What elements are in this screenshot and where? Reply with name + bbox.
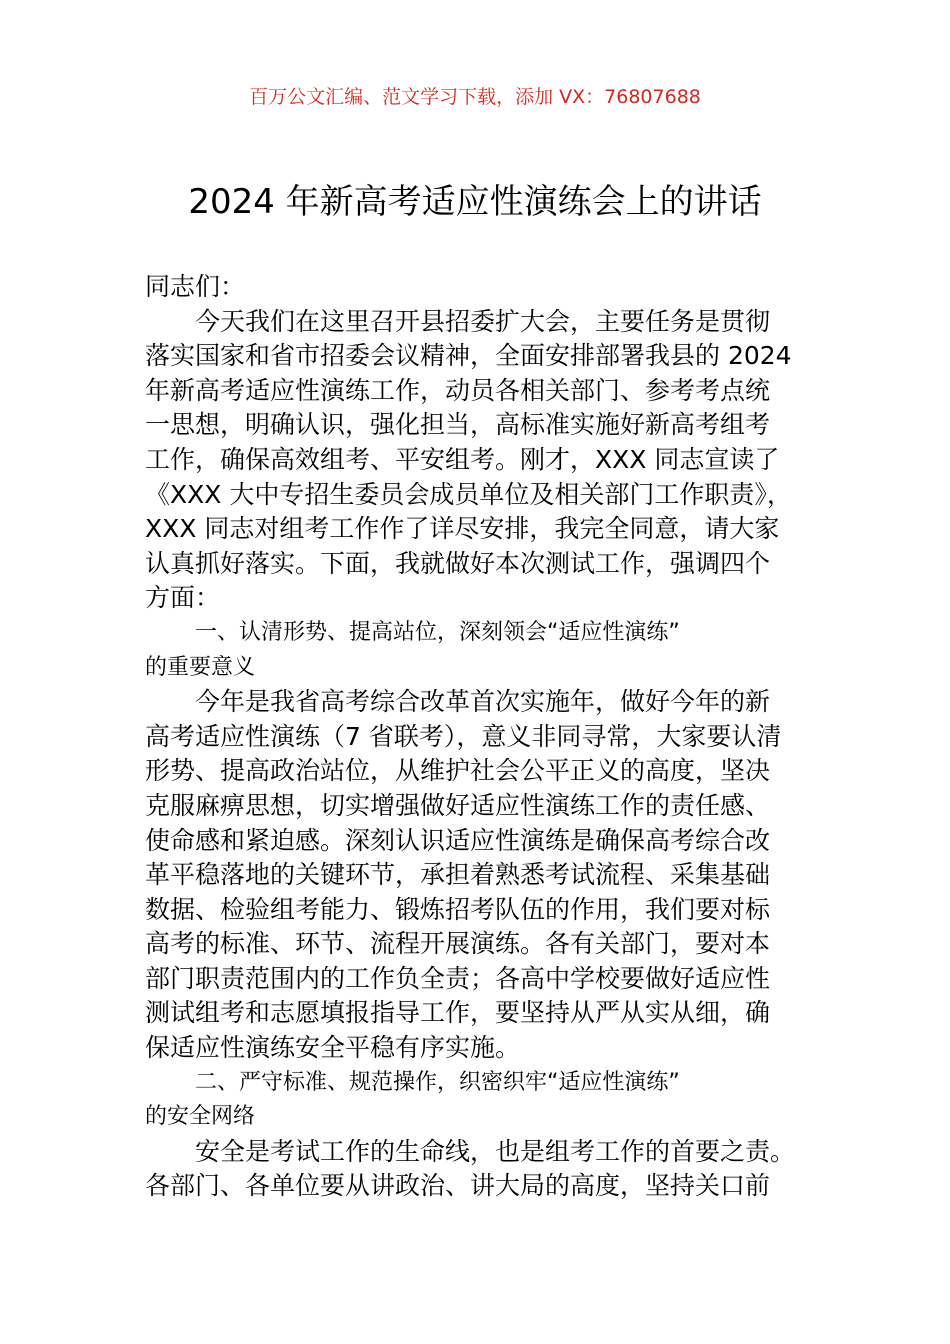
text-line: 形势、提高政治站位，从维护社会公平正义的高度，坚决 bbox=[145, 756, 771, 786]
text-line: 工作，确保高效组考、平安组考。刚才，XXX 同志宣读了 bbox=[145, 444, 780, 474]
document-title: 2024 年新高考适应性演练会上的讲话 bbox=[188, 182, 762, 222]
text-line: XXX 同志对组考工作作了详尽安排，我完全同意，请大家 bbox=[145, 514, 780, 544]
text-line: 革平稳落地的关键环节，承担着熟悉考试流程、采集基础 bbox=[145, 860, 771, 890]
text-line: 方面： bbox=[145, 583, 221, 613]
section-heading-line: 一、认清形势、提高站位，深刻领会“适应性演练” bbox=[195, 619, 680, 645]
text-line: 测试组考和志愿填报指导工作，要坚持从严从实从细，确 bbox=[145, 998, 771, 1028]
text-line: 保适应性演练安全平稳有序实施。 bbox=[145, 1033, 521, 1063]
section-heading-line: 的安全网络 bbox=[145, 1104, 256, 1130]
document-body bbox=[145, 270, 810, 1204]
text-line: 高考的标准、环节、流程开展演练。各有关部门，要对本 bbox=[145, 929, 771, 959]
header-note: 百万公文汇编、范文学习下载，添加 VX：76807688 bbox=[249, 86, 701, 108]
text-line: 部门职责范围内的工作负全责；各高中学校要做好适应性 bbox=[145, 963, 771, 993]
text-line: 克服麻痹思想，切实增强做好适应性演练工作的责任感、 bbox=[145, 790, 771, 820]
text-line: 数据、检验组考能力、锻炼招考队伍的作用，我们要对标 bbox=[145, 894, 771, 924]
text-line: 一思想，明确认识，强化担当，高标准实施好新高考组考 bbox=[145, 410, 771, 440]
text-line: 高考适应性演练（7 省联考），意义非同寻常，大家要认清 bbox=[145, 721, 782, 751]
text-line: 同志们： bbox=[145, 272, 246, 301]
text-line: 今年是我省高考综合改革首次实施年，做好今年的新 bbox=[195, 687, 771, 717]
text-line: 年新高考适应性演练工作，动员各相关部门、参考考点统 bbox=[145, 375, 771, 405]
section-heading-line: 的重要意义 bbox=[145, 654, 256, 680]
text-line: 各部门、各单位要从讲政治、讲大局的高度，坚持关口前 bbox=[145, 1171, 771, 1201]
text-line: 今天我们在这里召开县招委扩大会，主要任务是贯彻 bbox=[195, 306, 771, 336]
text-line: 落实国家和省市招委会议精神，全面安排部署我县的 2024 bbox=[145, 341, 792, 371]
text-line: 使命感和紧迫感。深刻认识适应性演练是确保高考综合改 bbox=[145, 825, 771, 855]
section-heading-line: 二、严守标准、规范操作，织密织牢“适应性演练” bbox=[195, 1069, 680, 1095]
text-line: 安全是考试工作的生命线，也是组考工作的首要之责。 bbox=[195, 1136, 796, 1166]
text-line: 《XXX 大中专招生委员会成员单位及相关部门工作职责》， bbox=[145, 479, 792, 509]
text-line: 认真抓好落实。下面，我就做好本次测试工作，强调四个 bbox=[145, 548, 771, 578]
